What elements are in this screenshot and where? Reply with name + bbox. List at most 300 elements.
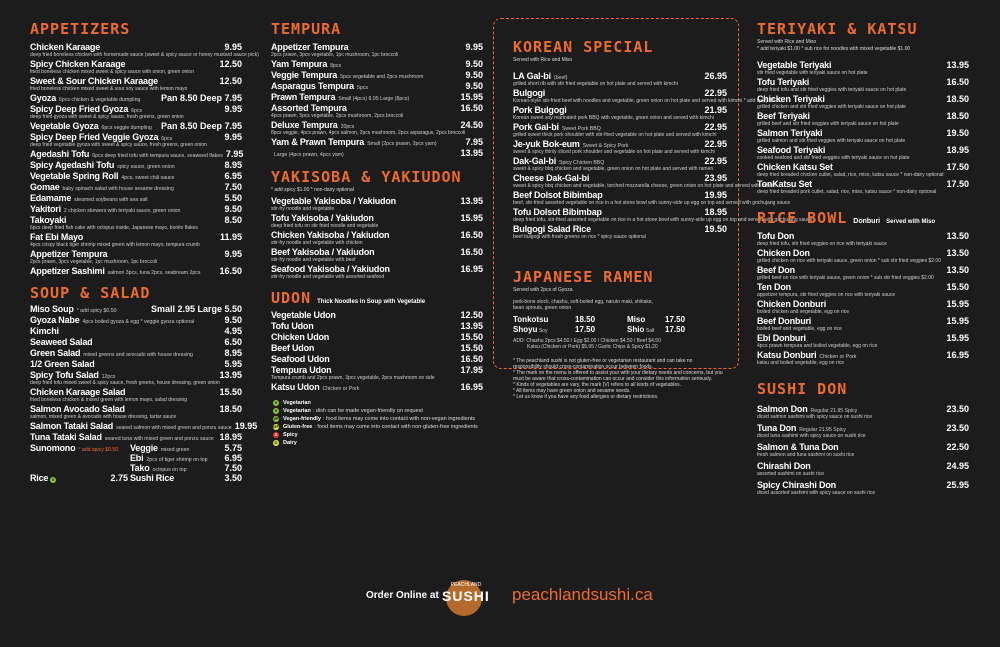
menu-item-description: fried boneless chicken mixed sweet & sour soy sauce with lemon mayo bbox=[30, 86, 188, 92]
menu-item-name: Gomae bbox=[30, 182, 60, 192]
menu-item bbox=[30, 337, 242, 347]
menu-item-description: 6pcs deep fried fish cake with octopus inside, Japanese mayo, bonito flakes bbox=[30, 225, 198, 231]
menu-item-description: 4pcs prawn tempura and boiled vegetable, egg on rice bbox=[757, 343, 878, 349]
menu-item-note: 4pcs, sweet chili sauce bbox=[121, 175, 175, 181]
menu-item-description: grilled sweet thick pork shoulder with stir-fried vegetable on hot plate and served with kimchi bbox=[513, 132, 717, 138]
menu-item-note: Chicken or Pork bbox=[322, 386, 360, 392]
menu-item-row bbox=[271, 247, 483, 257]
menu-item bbox=[757, 404, 969, 420]
menu-item bbox=[30, 348, 242, 358]
ricebowl-list bbox=[757, 231, 969, 366]
menu-item-name: Seafood Teriyaki bbox=[757, 145, 826, 155]
menu-item bbox=[30, 359, 242, 369]
menu-item bbox=[30, 182, 242, 192]
menu-item-name: Beef Yakisoba / Yakiudon bbox=[271, 247, 375, 257]
menu-item bbox=[757, 423, 969, 439]
menu-item-price: 9.95 bbox=[224, 249, 242, 259]
menu-item-row bbox=[271, 310, 483, 320]
menu-item-row bbox=[30, 337, 242, 347]
legend-label: Gluten-free bbox=[283, 424, 313, 430]
menu-item-note: 12pcs bbox=[101, 374, 116, 380]
menu-item bbox=[757, 480, 969, 496]
menu-item-name: Spicy Deep Fried Gyoza bbox=[30, 104, 129, 114]
menu-item bbox=[757, 350, 969, 366]
menu-item bbox=[513, 122, 727, 138]
legend bbox=[271, 400, 483, 446]
menu-item bbox=[757, 145, 969, 161]
soup-title: SOUP & SALAD bbox=[30, 284, 151, 302]
menu-item-row bbox=[30, 93, 242, 103]
menu-item-note: seared salmon with mixed green and ponzu sauce bbox=[116, 425, 232, 431]
menu-item-note: Chicken or Pork bbox=[819, 354, 857, 360]
menu-item-row bbox=[30, 59, 242, 69]
menu-item bbox=[30, 266, 242, 276]
menu-item-note: 5pcs vegetable and 2pcs mushroom bbox=[340, 74, 424, 80]
menu-item-price: 9.50 bbox=[465, 81, 483, 91]
menu-item-row bbox=[757, 162, 969, 172]
menu-item-price: 19.95 bbox=[234, 421, 258, 431]
note-line: * Kinds of vegetables are vary, the mark (V) refers to all kinds of vegetables. bbox=[513, 382, 682, 388]
menu-item-description: salmon, mixed green & avocado with house dressing, tartar sauce bbox=[30, 414, 177, 420]
menu-item-name: Vegetable Teriyaki bbox=[757, 60, 832, 70]
ricebowl-title-text: RICE BOWL bbox=[757, 209, 848, 227]
menu-item-price: 18.95 bbox=[219, 432, 242, 442]
menu-item-row bbox=[513, 173, 727, 183]
menu-item-row bbox=[757, 94, 969, 104]
menu-item-price: 9.50 bbox=[224, 204, 242, 214]
menu-item-row bbox=[271, 148, 483, 158]
menu-item-description: Korean sweet soy marinated pork BBQ with vegetable, green onion and served with kimchi bbox=[513, 115, 714, 121]
menu-item-price: 7.50 bbox=[224, 182, 242, 192]
menu-item-row bbox=[757, 480, 969, 490]
menu-item-row bbox=[757, 128, 969, 138]
menu-item-price: 12.50 bbox=[219, 76, 242, 86]
menu-item-price: 9.50 bbox=[465, 59, 483, 69]
menu-item-row bbox=[30, 104, 242, 114]
menu-item-name: Beef Dolsot Bibimbap bbox=[513, 190, 603, 200]
menu-item-name: Beef Udon bbox=[271, 343, 315, 353]
menu-item-name: Gyoza bbox=[30, 93, 57, 103]
note-line: * The mark on the menu is offered to assist your with your dietary needs and concerns, but you bbox=[513, 370, 723, 376]
legend-label: Spicy bbox=[283, 432, 298, 438]
sunomono-option-price: 5.75 bbox=[224, 443, 242, 453]
menu-item-note: Large (4pcs prawn, 4pcs yam) bbox=[274, 152, 344, 158]
menu-item-name: Salmon Teriyaki bbox=[757, 128, 823, 138]
sunomono-option-name: Veggie bbox=[130, 443, 158, 453]
menu-item-description: grilled beef and stir fried veggies with teriyaki sauce on hot plate bbox=[757, 121, 899, 127]
menu-item-row bbox=[30, 370, 242, 380]
menu-item-row bbox=[271, 70, 483, 80]
menu-item-note: 20pcs bbox=[340, 124, 355, 130]
menu-item-note: baby spinach salad with house sesame dressing bbox=[62, 186, 174, 192]
menu-item bbox=[30, 432, 242, 442]
menu-item bbox=[271, 354, 483, 364]
menu-item bbox=[30, 93, 242, 103]
tempura-title: TEMPURA bbox=[271, 20, 342, 38]
note-line: * All items may have green onion and sesame seeds. bbox=[513, 388, 631, 394]
menu-item-price: 13.95 bbox=[460, 196, 483, 206]
menu-item-price: 18.95 bbox=[704, 207, 727, 217]
menu-item-note: 6pcs bbox=[161, 136, 173, 142]
menu-item-note: Regular 21.95 Spicy bbox=[810, 408, 858, 414]
menu-item-price: 17.50 bbox=[946, 162, 969, 172]
menu-item bbox=[271, 103, 483, 119]
menu-item-description: deep fried boneless chicken with homemade sauce (sweet & spicy sauce or honey mustard sauce pick) bbox=[30, 52, 259, 58]
menu-item-price: 15.50 bbox=[219, 387, 242, 397]
ramen-price: 17.50 bbox=[665, 315, 686, 324]
order-online-banner bbox=[366, 576, 656, 620]
menu-item-note: 6pcs chicken & vegetable dumpling bbox=[59, 97, 141, 103]
menu-item bbox=[757, 461, 969, 477]
menu-item bbox=[757, 333, 969, 349]
menu-item bbox=[30, 370, 242, 386]
menu-item-name: Kimchi bbox=[30, 326, 59, 336]
menu-item-name: Fat Ebi Mayo bbox=[30, 232, 84, 242]
menu-item bbox=[513, 88, 783, 104]
menu-item-row bbox=[30, 182, 242, 192]
menu-item-price: 16.95 bbox=[946, 350, 969, 360]
menu-item bbox=[757, 299, 969, 315]
note-line: * The peachland sushi is not gluten-free or vegetarian restaurant and can take no bbox=[513, 358, 693, 364]
menu-item-row bbox=[30, 193, 242, 203]
menu-item-note: Regular 21.95 Spicy bbox=[799, 427, 846, 433]
menu-item-price: 7.95 bbox=[225, 149, 244, 159]
menu-item-name: Katsu Donburi bbox=[757, 350, 817, 360]
menu-item bbox=[30, 304, 242, 314]
menu-item bbox=[757, 248, 969, 264]
menu-item-price: 16.50 bbox=[460, 354, 483, 364]
menu-item-name: Prawn Tempura bbox=[271, 92, 336, 102]
menu-item-name: Salmon Avocado Salad bbox=[30, 404, 125, 414]
menu-item-description: stir fried vegetable with teriyaki sauce on hot plate bbox=[757, 70, 868, 76]
menu-item-row bbox=[30, 171, 242, 181]
menu-item bbox=[757, 94, 969, 110]
menu-item-price: Pan 8.50 Deep 7.95 bbox=[160, 121, 242, 131]
menu-item-name: Spicy Chicken Karaage bbox=[30, 59, 126, 69]
menu-item-description: beef, stir-fried assorted vegetable on rice in a hot stone bowl with sunny-side up egg on top and served with gochujang sauce bbox=[513, 200, 791, 206]
menu-item-price: 19.50 bbox=[946, 128, 969, 138]
yakisoba-title: YAKISOBA & YAKIUDON bbox=[271, 168, 462, 186]
sunomono-option-price: 7.50 bbox=[224, 463, 242, 473]
legend-row bbox=[271, 408, 483, 414]
sunomono-option-desc: 2pcs of tiger shrimp on top bbox=[146, 457, 208, 463]
ramen-add: ADD: Chashu 2pcs $4.50 / Egg $2.00 / Chicken $4.50 / Beef $4.50 bbox=[513, 338, 661, 344]
yakisoba-list bbox=[271, 196, 483, 280]
ramen-grid bbox=[513, 315, 727, 334]
menu-item-name: Chicken Karaage bbox=[30, 42, 101, 52]
menu-item bbox=[513, 207, 813, 223]
menu-item-name: Dak-Gal-bi bbox=[513, 156, 557, 166]
menu-item bbox=[30, 76, 242, 92]
menu-item-row bbox=[271, 321, 483, 331]
menu-item-price: 17.50 bbox=[946, 179, 969, 189]
menu-item-price: 24.50 bbox=[460, 120, 483, 130]
menu-item-price: 13.95 bbox=[946, 60, 969, 70]
menu-item-note: 8pcs bbox=[330, 63, 342, 69]
menu-item-row bbox=[757, 316, 969, 326]
menu-item-name: Spicy Agedashi Tofu bbox=[30, 160, 115, 170]
order-online-url[interactable]: peachlandsushi.ca bbox=[512, 585, 653, 604]
menu-item bbox=[30, 171, 242, 181]
menu-item-description: deep fried tofu on stir fried noodle and vegetable bbox=[271, 223, 379, 229]
menu-item bbox=[271, 70, 483, 80]
menu-item-name: Edamame bbox=[30, 193, 72, 203]
menu-item-description: grilled chicken and stir fried veggies with teriyaki sauce on hot plate bbox=[757, 104, 906, 110]
menu-item-price: 9.95 bbox=[224, 132, 242, 142]
menu-item-price: 16.50 bbox=[460, 230, 483, 240]
menu-item-row bbox=[30, 232, 242, 242]
legend-mark-icon: GF bbox=[273, 424, 279, 429]
logo-top-text: PEACHLAND bbox=[450, 582, 482, 588]
menu-item bbox=[271, 137, 483, 147]
menu-item-name: Appetizer Tempura bbox=[30, 249, 108, 259]
menu-item-name: Appetizer Sashimi bbox=[30, 266, 105, 276]
menu-item-price: 5.50 bbox=[224, 193, 242, 203]
menu-item bbox=[271, 321, 483, 331]
menu-item bbox=[30, 232, 242, 248]
korean-title: KOREAN SPECIAL bbox=[513, 38, 654, 56]
menu-item-name: Agedashi Tofu bbox=[30, 149, 90, 159]
menu-item bbox=[30, 59, 242, 75]
menu-item-price: 23.50 bbox=[946, 404, 969, 414]
menu-item-description: Tempura crumb and 2pcs prawn, 3pcs vegetable, 2pcs mushroom on side bbox=[271, 375, 435, 381]
menu-item-note: 5pcs bbox=[356, 85, 368, 91]
menu-item-note: salmon 3pcs, tuna 2pcs, seabream 2pcs bbox=[107, 270, 201, 276]
menu-item-description: deep fried tofu, stir-fried assorted vegetable on rice in a hot stone bowl with sunny-side up egg on top and served with gochujang sauce bbox=[513, 217, 813, 223]
menu-item-name: Salmon & Tuna Don bbox=[757, 442, 839, 452]
menu-item-row bbox=[30, 304, 242, 314]
yakisoba-note: * add spicy $1.00 * non-dairy optional bbox=[271, 187, 354, 193]
rice-price: 2.75 bbox=[110, 473, 128, 483]
menu-item-note: 6pcs deep fried tofu with tempura sauce, seaweed flakes bbox=[92, 153, 223, 159]
menu-item-name: Tuna Tataki Salad bbox=[30, 432, 102, 442]
menu-item-price: 8.95 bbox=[224, 348, 242, 358]
menu-item bbox=[30, 404, 242, 420]
menu-item-row bbox=[757, 350, 969, 360]
menu-item-row bbox=[30, 249, 242, 259]
menu-item-price: 17.95 bbox=[460, 365, 483, 375]
menu-item-price: 13.50 bbox=[946, 265, 969, 275]
teriyaki-subtitle-2: * add teriyaki $1.00 * sub rice for noodles with mixed vegetable $1.00 bbox=[757, 46, 911, 52]
menu-item-description: sweet & spicy bbq chicken and vegetable, green onion on hot plate and served with ramen bbox=[513, 166, 714, 172]
menu-item-description: 4pcs crispy black tiger shrimp mixed green with lemon mayo, tempura crumb bbox=[30, 242, 200, 248]
ramen-sub: Soy bbox=[537, 328, 548, 334]
menu-item bbox=[271, 213, 483, 229]
menu-item-name: Seaweed Salad bbox=[30, 337, 93, 347]
menu-item-name: Ebi Donburi bbox=[757, 333, 806, 343]
menu-item-name: TonKatsu Set bbox=[757, 179, 812, 189]
menu-item-row bbox=[271, 213, 483, 223]
menu-item-row bbox=[30, 132, 242, 142]
sunomono-option bbox=[130, 463, 242, 473]
menu-item bbox=[757, 231, 969, 247]
udon-title-text: UDON bbox=[271, 289, 312, 307]
menu-item bbox=[513, 139, 727, 155]
menu-item-name: Vegetable Gyoza bbox=[30, 121, 99, 131]
menu-item-price: 6.95 bbox=[224, 171, 242, 181]
menu-item bbox=[271, 382, 483, 392]
legend-row bbox=[271, 432, 483, 438]
menu-item-description: grilled salmon and stir fried veggies with teriyaki sauce on hot plate bbox=[757, 138, 906, 144]
menu-item-name: Pork Bulgogi bbox=[513, 105, 567, 115]
menu-item-description: appetizer tempura, stir fried veggies on rice with teriyaki sauce bbox=[757, 292, 896, 298]
note-line: responsibility should cross-contamination occur between foods. bbox=[513, 364, 654, 370]
menu-item-row bbox=[757, 145, 969, 155]
legend-label: Vegetarian bbox=[283, 408, 311, 414]
menu-item-row bbox=[30, 326, 242, 336]
menu-item-name: 1/2 Green Salad bbox=[30, 359, 95, 369]
legend-text: : dish can be made vegan-friendly on request bbox=[312, 408, 423, 414]
menu-item-price: 15.50 bbox=[460, 332, 483, 342]
menu-item bbox=[757, 442, 969, 458]
menu-item-row bbox=[30, 266, 242, 276]
menu-item-description: deep fried tofu mixed sweet & spicy sauce, fresh greens, house dressing, green onion bbox=[30, 380, 220, 386]
appetizers-list bbox=[30, 42, 259, 276]
menu-item-description: 2pcs prawn, 3pcs vegetable, 1pc mushroom, 1pc broccoli bbox=[271, 52, 399, 58]
menu-item-row bbox=[757, 423, 969, 433]
menu-item-description: cooked seafood and stir fried veggies with teriyaki sauce on hot plate bbox=[757, 155, 910, 161]
menu-item-row bbox=[757, 404, 969, 414]
menu-item-description: stir-fry noodle and vegetable with chicken bbox=[271, 240, 363, 246]
menu-item-row bbox=[757, 461, 969, 471]
menu-item-name: Green Salad bbox=[30, 348, 81, 358]
menu-item-description: diced assorted sashimi with spicy sauce on sushi rice bbox=[757, 490, 876, 496]
ramen-subtitle: Served with 2pcs of Gyoza bbox=[513, 287, 573, 293]
menu-item-description: diced salmon sashimi with spicy sauce on sushi rice bbox=[757, 414, 873, 420]
menu-item-row bbox=[271, 120, 483, 130]
menu-item-description: deep fried tofu, stir fried veggies on rice with teriyaki sauce bbox=[757, 241, 887, 247]
legend-mark-icon: D bbox=[274, 440, 278, 445]
menu-item-name: Spicy Deep Fried Veggie Gyoza bbox=[30, 132, 159, 142]
menu-item-description: 8pcs veggie, 4pcs prawn, 4pcs salmon, 2pcs mushroom, 2pcs asparagus, 2pcs broccoli bbox=[271, 130, 466, 136]
soup-list bbox=[30, 304, 258, 442]
menu-item-row bbox=[271, 137, 483, 147]
legend-row bbox=[271, 400, 483, 406]
menu-item-note: Sweet & Spicy Pork bbox=[582, 143, 629, 149]
menu-item-row bbox=[30, 42, 242, 52]
menu-item-price: 19.50 bbox=[704, 224, 727, 234]
menu-item bbox=[271, 148, 483, 158]
menu-item-price: 13.50 bbox=[946, 248, 969, 258]
legend-mark-icon: VF bbox=[273, 416, 279, 421]
menu-item-price: 18.50 bbox=[946, 111, 969, 121]
menu-item-price: 22.95 bbox=[704, 122, 727, 132]
note-line: * Let us know if you have any food allergies or dietary restrictions. bbox=[513, 394, 659, 400]
menu-item-price: 9.50 bbox=[224, 315, 242, 325]
menu-item bbox=[271, 365, 483, 381]
legend-text: : food items may come into contact with non-gluten-free ingredients bbox=[314, 424, 478, 430]
legend-row bbox=[271, 416, 483, 422]
menu-item-description: deep fried breaded pork cutlet, salad, rice, miso, katsu sauce * non-dairy optional bbox=[757, 189, 937, 195]
menu-item bbox=[30, 149, 242, 159]
menu-item-description: assorted sashimi on sushi rice bbox=[757, 471, 824, 477]
legend-mark-icon: V bbox=[274, 400, 278, 405]
menu-item-row bbox=[271, 103, 483, 113]
menu-item-name: Yakitori bbox=[30, 204, 61, 214]
menu-item-description: stir-fry noodle and vegetable bbox=[271, 206, 335, 212]
menu-item bbox=[271, 264, 483, 280]
tempura-list bbox=[271, 42, 483, 158]
sunomono-name: Sunomono bbox=[30, 443, 76, 453]
menu-item bbox=[30, 132, 242, 148]
menu-item-row bbox=[757, 231, 969, 241]
legend-label: Vegetarian bbox=[283, 400, 311, 406]
menu-item-name: Tofu Don bbox=[757, 231, 795, 241]
menu-item-price: 19.95 bbox=[704, 190, 727, 200]
menu-item bbox=[757, 128, 969, 144]
logo-main-text: SUSHI bbox=[442, 588, 490, 604]
menu-item-price: 6.50 bbox=[224, 337, 242, 347]
sunomono-option-name: Tako bbox=[130, 463, 150, 473]
menu-item-name: Chirashi Don bbox=[757, 461, 811, 471]
menu-item-name: Miso Soup bbox=[30, 304, 74, 314]
menu-item-row bbox=[757, 442, 969, 452]
menu-item-note: 4pcs boiled gyoza & egg * veggie gyoza optional bbox=[82, 319, 195, 325]
menu-item-row bbox=[513, 71, 727, 81]
menu-item-name: Vegetable Yakisoba / Yakiudon bbox=[271, 196, 396, 206]
menu-item-name: Tuna Don bbox=[757, 423, 797, 433]
menu-item-row bbox=[271, 343, 483, 353]
menu-item-row bbox=[30, 432, 242, 442]
menu-item-price: 4.95 bbox=[224, 326, 242, 336]
menu-item-price: 22.95 bbox=[704, 156, 727, 166]
menu-item-row bbox=[271, 81, 483, 91]
menu-item-price: 13.95 bbox=[460, 321, 483, 331]
menu-item bbox=[271, 81, 483, 91]
menu-item bbox=[513, 190, 791, 206]
menu-item-row bbox=[30, 421, 258, 431]
menu-item bbox=[757, 162, 969, 178]
menu-item-price: 9.95 bbox=[224, 42, 242, 52]
menu-item-row bbox=[271, 59, 483, 69]
menu-item bbox=[30, 387, 242, 403]
menu-item-row bbox=[271, 42, 483, 52]
menu-item-description: beef bulgogi with fresh greens on rice * spicy sauce optional bbox=[513, 234, 646, 240]
menu-item-name: Chicken Yakisoba / Yakiudon bbox=[271, 230, 390, 240]
teriyaki-title: TERIYAKI & KATSU bbox=[757, 20, 918, 38]
menu-item bbox=[271, 247, 483, 263]
menu-item-row bbox=[757, 111, 969, 121]
menu-item-description: grilled short rib with stir fried vegetable on hot plate and served with kimchi bbox=[513, 81, 678, 87]
menu-item-name: Tofu Dolsot Bibimbap bbox=[513, 207, 602, 217]
menu-item-note: Spicy Chicken BBQ bbox=[559, 160, 605, 166]
menu-item-row bbox=[30, 315, 242, 325]
menu-item-row bbox=[30, 387, 242, 397]
menu-item-price: 24.95 bbox=[946, 461, 969, 471]
menu-item-price: 18.50 bbox=[219, 404, 242, 414]
menu-item-row bbox=[513, 224, 727, 234]
column-2 bbox=[271, 20, 483, 446]
menu-item-price: 7.95 bbox=[465, 137, 483, 147]
menu-item-price: 15.95 bbox=[946, 316, 969, 326]
menu-item-row bbox=[513, 88, 727, 98]
menu-item bbox=[757, 111, 969, 127]
menu-item-name: Beef Don bbox=[757, 265, 795, 275]
menu-item-row bbox=[757, 265, 969, 275]
menu-item bbox=[30, 160, 242, 170]
udon-list bbox=[271, 310, 483, 392]
rice-name: Rice bbox=[30, 473, 49, 483]
sunomono-options bbox=[130, 443, 242, 483]
menu-item bbox=[271, 196, 483, 212]
menu-item-price: 16.95 bbox=[460, 382, 483, 392]
menu-item-description: diced tuna sashimi with spicy sauce on sushi rice bbox=[757, 433, 866, 439]
menu-item-price: 11.95 bbox=[219, 232, 242, 242]
menu-item-price: 13.95 bbox=[460, 148, 483, 158]
menu-item-description: deep fried vegetable gyoza with sweet & spicy sauce, fresh greens, green onion bbox=[30, 142, 207, 148]
menu-item-row bbox=[30, 204, 242, 214]
menu-item-row bbox=[30, 160, 242, 170]
